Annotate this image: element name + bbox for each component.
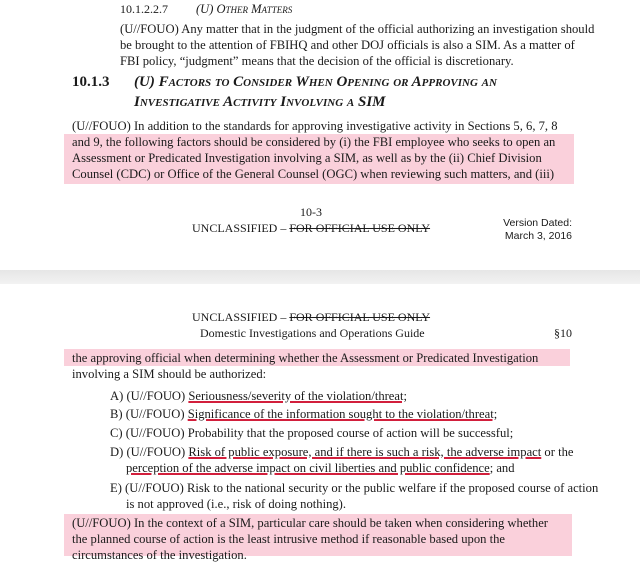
- highlighted-line: the planned course of action is the least intrusive method if reasonable based upon the: [72, 532, 505, 546]
- paragraph-text: In addition to the standards for approving investigative activity in Sections 5, 6, 7, 8: [133, 119, 558, 133]
- section-title-line2: Investigative Activity Involving a SIM: [134, 94, 386, 110]
- struck-classification: FOR OFFICIAL USE ONLY: [289, 221, 431, 235]
- section-title-line1: (U) Factors to Consider When Opening or Approving an: [134, 74, 497, 90]
- item-letter: D): [110, 445, 124, 459]
- item-text: Risk to the national security or the public welfare if the proposed course of action: [186, 481, 599, 495]
- classification-marking: (U//FOUO): [126, 389, 186, 403]
- highlighted-text: In the context of a SIM, particular care should be taken when considering whether: [133, 516, 548, 530]
- item-text: Probability that the proposed course of action will be successful;: [187, 426, 514, 440]
- paragraph-line: (U//FOUO) Any matter that in the judgment of the official authorizing an investigation should: [120, 22, 595, 36]
- underlined-text: Significance of the information sought to the violation/threat;: [187, 407, 498, 421]
- highlighted-text: following factors should be considered by (i) the FBI employee who seeks to open an: [124, 135, 556, 149]
- paragraph-line: [72, 118, 558, 134]
- classification-marking: (U//FOUO): [72, 516, 131, 530]
- item-letter: B): [110, 407, 123, 421]
- classification-marking: (U//FOUO): [72, 119, 131, 133]
- item-text: ; and: [489, 461, 515, 475]
- paragraph-line: involving a SIM should be authorized:: [72, 367, 267, 381]
- classification-prefix: UNCLASSIFIED –: [192, 221, 287, 235]
- list-item-continuation: is not approved (i.e., risk of doing nothing).: [126, 497, 347, 511]
- list-item: [110, 425, 513, 441]
- paragraph-line: be brought to the attention of FBIHQ and other DOJ officials is also a SIM. As a matter of: [120, 38, 575, 52]
- item-letter: A): [110, 389, 124, 403]
- highlighted-line: circumstances of the investigation.: [72, 548, 247, 562]
- list-item: [110, 480, 598, 496]
- classification-marking: (U//FOUO): [125, 426, 185, 440]
- paragraph-line: [72, 515, 548, 531]
- section-number: 10.1.3: [72, 74, 110, 90]
- item-text: or the: [541, 445, 574, 459]
- subsection-title: (U) Other Matters: [196, 2, 293, 16]
- underlined-text: Seriousness/severity of the violation/threat;: [188, 389, 407, 403]
- underlined-text: Risk of public exposure, and if there is such a risk, the adverse impact: [188, 445, 542, 459]
- item-letter: C): [110, 426, 123, 440]
- classification-marking: (U//FOUO): [125, 481, 184, 495]
- highlighted-line: Counsel (CDC) or Office of the General Counsel (OGC) when reviewing such matters, and (iii): [72, 167, 555, 181]
- highlighted-line: Assessment or Predicated Investigation involving a SIM, as well as by the (ii) Chief Division: [72, 151, 542, 165]
- highlighted-line: the approving official when determining whether the Assessment or Predicated Investigation: [72, 351, 539, 365]
- list-item: [110, 388, 407, 404]
- guide-title: Domestic Investigations and Operations Guide: [200, 326, 425, 340]
- page-number: 10-3: [300, 205, 322, 219]
- classification-footer: [192, 221, 430, 236]
- item-letter: E): [110, 481, 122, 495]
- struck-classification: FOR OFFICIAL USE ONLY: [289, 310, 431, 324]
- list-item: [110, 444, 573, 460]
- page-separator: [0, 270, 640, 284]
- classification-header: [192, 310, 430, 325]
- paragraph-line: FBI policy, “judgment” means that the decision of the official is discretionary.: [120, 54, 514, 68]
- paragraph-text: and 9, the: [72, 135, 122, 149]
- underlined-text: perception of the adverse impact on civil liberties and public confidence: [126, 461, 490, 475]
- list-item: [110, 406, 497, 422]
- document-page-upper: [0, 0, 640, 270]
- classification-marking: (U//FOUO): [126, 445, 186, 459]
- paragraph-line: [72, 134, 555, 150]
- section-reference: §10: [554, 326, 572, 340]
- document-page-lower: [0, 284, 640, 562]
- version-label: Version Dated:: [503, 217, 572, 229]
- subsection-number: 10.1.2.2.7: [120, 2, 168, 16]
- version-date-value: March 3, 2016: [504, 230, 572, 242]
- classification-marking: (U//FOUO): [125, 407, 185, 421]
- version-date: [476, 217, 572, 243]
- classification-prefix: UNCLASSIFIED –: [192, 310, 287, 324]
- list-item-continuation: [126, 460, 515, 476]
